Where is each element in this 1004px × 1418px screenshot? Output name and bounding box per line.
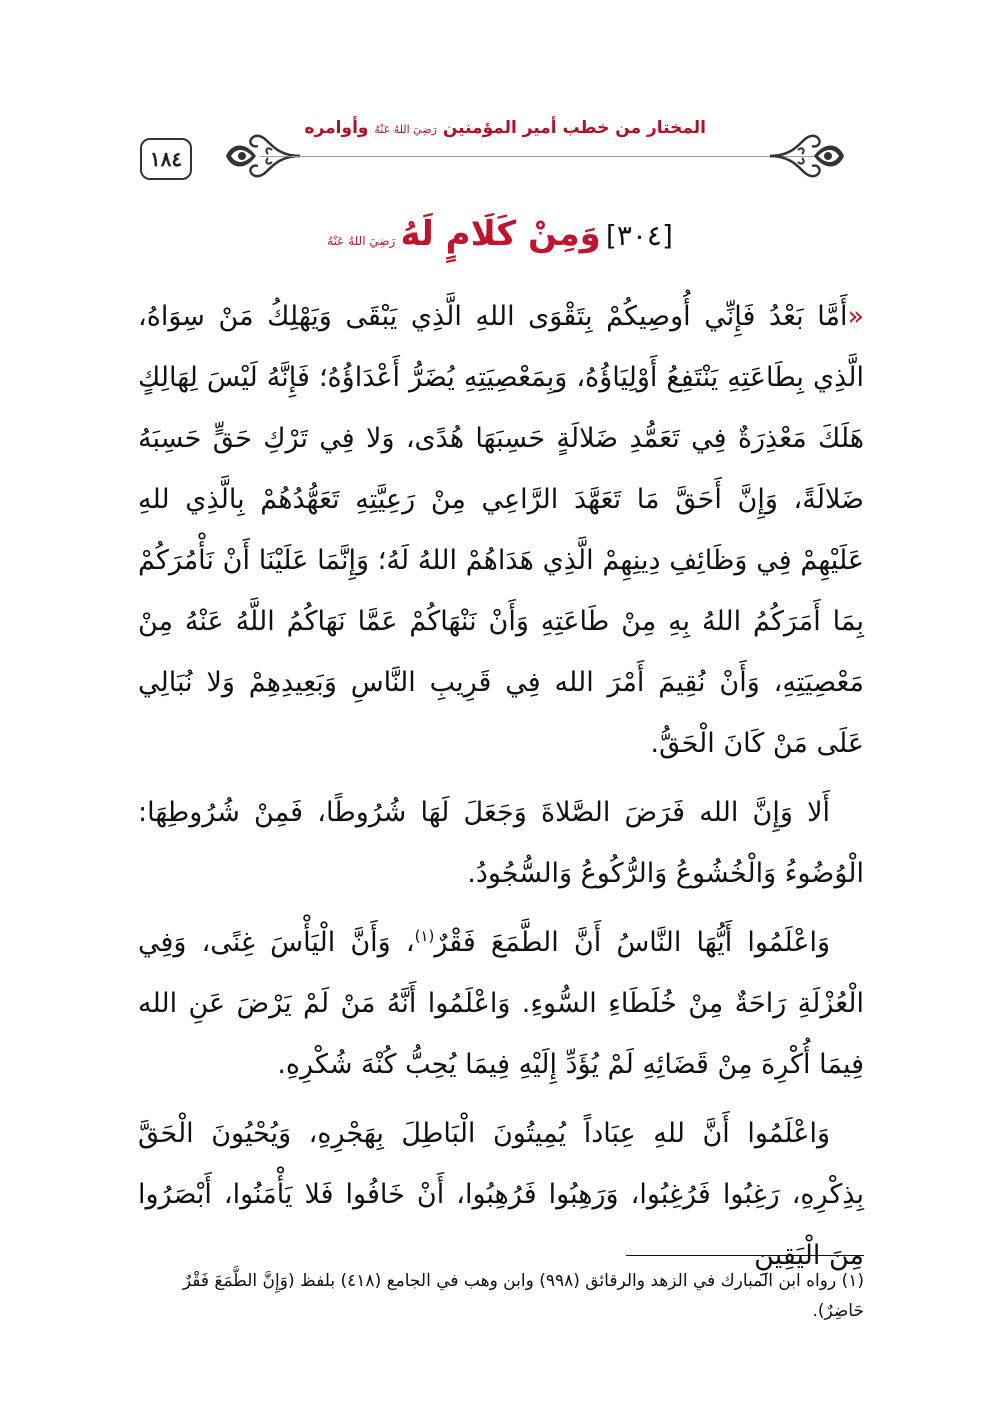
header-rule — [260, 156, 840, 157]
section-title: وَمِنْ كَلَامٍ لَهُ — [400, 214, 601, 254]
running-title-text: المختار من خطب أمير المؤمنين — [442, 118, 706, 138]
footnote-separator — [626, 1255, 864, 1256]
main-text — [138, 286, 864, 1294]
running-header — [140, 112, 860, 192]
paragraph-3 — [138, 912, 864, 1095]
running-title-honorific: رَضِيَ اللهُ عَنْهُ — [374, 123, 437, 136]
section-heading — [140, 214, 860, 254]
section-honorific: رَضِيَ اللهُ عَنْهُ — [327, 234, 396, 248]
section-number: [٣٠٤] — [605, 219, 673, 252]
paragraph-3-text-b: ، وَأَنَّ الْيَأْسَ غِنًى، وَفِي الْعُزْلَةِ رَاحَةٌ مِنْ خُلَطَاءِ السُّوءِ. وَاعْلَمُوا أَنَّهُ مَنْ لَمْ يَرْضَ عَنِ الله فِيمَا أُكْرِهَ مِنْ قَضَائِهِ لَمْ يُؤَدِّ إِلَيْهِ فِيمَا يُحِبُّ كُنْهَ شُكْرِهِ. — [138, 927, 864, 1080]
paragraph-1-text: أَمَّا بَعْدُ فَإِنِّي أُوصِيكُمْ بِتَقْوَى اللهِ الَّذِي يَبْقَى وَيَهْلِكُ مَنْ سِوَاهُ، الَّذِي بِطَاعَتِهِ يَنْتَفِعُ أَوْلِيَاؤُهُ، وَبِمَعْصِيَتِهِ يُضَرُّ أَعْدَاؤُهُ؛ فَإِنَّهُ لَيْسَ لِهَالِكٍ هَلَكَ مَعْذِرَةٌ فِي تَعَمُّدِ ضَلالَةٍ حَسِبَهَا هُدًى، وَلا فِي تَرْكِ حَقٍّ حَسِبَهُ ضَلالَةً، وَإِنَّ أَحَقَّ مَا تَعَهَّدَ الرَّاعِي مِنْ رَعِيَّتِهِ تَعَهُّدُهُمْ بِالَّذِي للهِ عَلَيْهِمْ فِي وَظَائِفِ دِينِهِمْ الَّذِي هَدَاهُمْ اللهُ لَهُ؛ وَإِنَّمَا عَلَيْنَا أَنْ نَأْمُرَكُمْ بِمَا أَمَرَكُمُ اللهُ بِهِ مِنْ طَاعَتِهِ وَأَنْ نَنْهَاكُمْ عَمَّا نَهَاكُمُ اللَّهُ عَنْهُ مِنْ مَعْصِيَتِهِ، وَأَنْ نُقِيمَ أَمْرَ الله فِي قَرِيبِ النَّاسِ وَبَعِيدِهِمْ وَلا نُبَالِي عَلَى مَنْ كَانَ الْحَقُّ. — [138, 301, 864, 759]
page-number: ١٨٤ — [140, 138, 192, 180]
paragraph-4: وَاعْلَمُوا أَنَّ للهِ عِبَاداً يُمِيتُونَ الْبَاطِلَ بِهَجْرِهِ، وَيُحْيُونَ الْحَقَّ بِذِكْرِهِ، رَغِبُوا فَرُغِبُوا، وَرَهِبُوا فَرُهِبُوا، أَنْ خَافُوا فَلا يَأْمَنُوا، أَبْصَرُوا مِنَ الْيَقِينِ — [138, 1118, 864, 1271]
paragraph-1 — [138, 286, 864, 774]
paragraph-2: أَلا وَإِنَّ الله فَرَضَ الصَّلاةَ وَجَعَلَ لَهَا شُرُوطًا، فَمِنْ شُرُوطِهَا: الْوُضُوءُ وَالْخُشُوعُ وَالرُّكُوعُ وَالسُّجُودُ. — [138, 797, 864, 889]
running-title-suffix: وأوامره — [304, 118, 369, 138]
opening-quote-mark: « — [847, 301, 864, 332]
right-ornament-icon — [768, 128, 848, 184]
paragraph-3-text-a: وَاعْلَمُوا أَيُّهَا النَّاسُ أَنَّ الطَّمَعَ فَقْرٌ — [434, 927, 830, 958]
running-title — [301, 118, 710, 138]
footnote-reference[interactable]: (١) — [414, 927, 435, 945]
footnote-1: (١) رواه ابن المبارك في الزهد والرقائق (٩٩٨) وابن وهب في الجامع (٤١٨) بلفظ (وَإِنَّ الطَّمَعَ فَقْرٌ حَاضِرٌ). — [182, 1271, 864, 1321]
